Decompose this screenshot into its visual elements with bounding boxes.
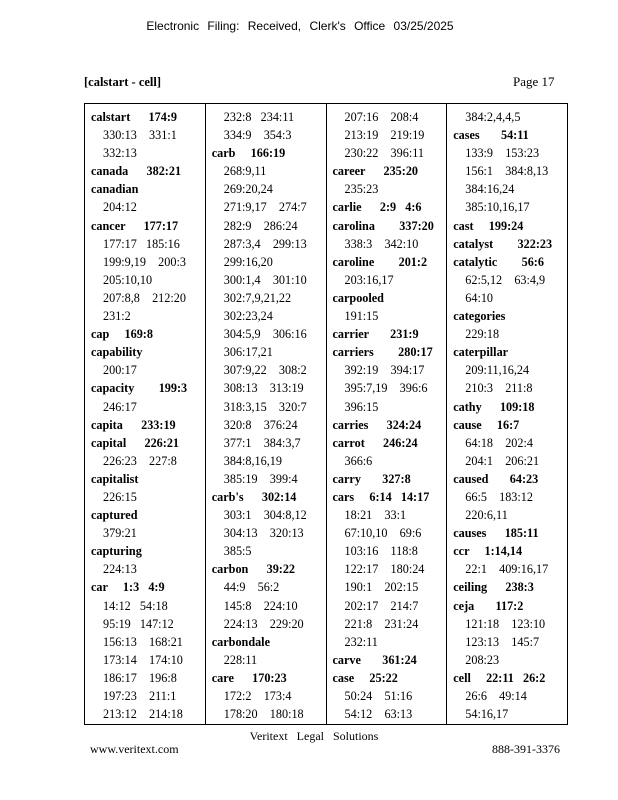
index-term: carbon 39:22 <box>211 562 296 577</box>
index-citation: 44:9 56:2 <box>223 580 280 595</box>
index-citation: 172:2 173:4 <box>223 689 292 703</box>
index-citation: 299:16,20 <box>223 254 273 269</box>
index-citation: 26:6 49:14 <box>465 689 527 703</box>
index-term: cars 6:14 14:17 <box>332 489 430 504</box>
index-citation: 302:7,9,21,22 <box>223 290 292 305</box>
index-term: caroline 201:2 <box>332 254 428 269</box>
index-citation: 396:15 <box>344 399 379 414</box>
index-citation: 229:18 <box>465 327 500 342</box>
index-citation: 62:5,12 63:4,9 <box>465 272 546 287</box>
index-term: ceiling 238:3 <box>453 580 534 595</box>
index-citation: 207:16 208:4 <box>344 110 419 124</box>
index-citation: 207:8,8 212:20 <box>103 290 186 305</box>
index-term: cause 16:7 <box>453 417 520 432</box>
index-citation: 156:1 384:8,13 <box>465 164 549 179</box>
index-citation: 384:2,4,4,5 <box>465 110 521 124</box>
index-citation: 203:16,17 <box>344 272 394 287</box>
index-citation: 224:13 229:20 <box>223 616 304 631</box>
index-citation: 302:23,24 <box>223 309 273 324</box>
index-citation: 379:21 <box>103 526 137 541</box>
index-citation: 308:13 313:19 <box>223 381 304 396</box>
index-citation: 204:1 206:21 <box>465 453 540 468</box>
index-citation: 287:3,4 299:13 <box>223 236 307 251</box>
index-citation: 384:8,16,19 <box>223 453 282 468</box>
index-citation: 54:16,17 <box>465 707 509 722</box>
index-term: carriers 280:17 <box>332 345 433 360</box>
index-term: catalytic 56:6 <box>453 254 544 269</box>
index-citation: 366:6 <box>344 453 373 468</box>
index-term: carrier 231:9 <box>332 327 419 342</box>
index-range: [calstart - cell] <box>84 75 162 89</box>
index-term: calstart 174:9 <box>91 110 177 124</box>
index-citation: 271:9,17 274:7 <box>223 200 307 215</box>
footer-phone: 888-391-3376 <box>492 742 560 756</box>
index-term: catalyst 322:23 <box>453 236 553 251</box>
index-column-1 <box>85 104 206 724</box>
index-citation: 228:11 <box>223 652 258 667</box>
index-citation: 224:13 <box>103 562 137 577</box>
index-citation: 18:21 33:1 <box>344 508 407 523</box>
index-citation: 307:9,22 308:2 <box>223 363 307 378</box>
index-term: capacity 199:3 <box>91 381 188 396</box>
index-citation: 202:17 214:7 <box>344 598 419 613</box>
index-citation: 190:1 202:15 <box>344 580 419 595</box>
index-citation: 269:20,24 <box>223 182 273 197</box>
index-term: carb 166:19 <box>211 146 286 161</box>
index-term: carve 361:24 <box>332 652 417 667</box>
index-citation: 221:8 231:24 <box>344 616 419 631</box>
index-column-2 <box>206 104 327 724</box>
index-term: cap 169:8 <box>91 327 153 342</box>
index-citation: 95:19 147:12 <box>103 616 174 631</box>
index-citation: 178:20 180:18 <box>223 707 304 722</box>
index-citation: 334:9 354:3 <box>223 128 292 143</box>
index-term: canada 382:21 <box>91 164 182 179</box>
index-citation: 282:9 286:24 <box>223 218 298 233</box>
index-citation: 177:17 185:16 <box>103 236 180 251</box>
index-citation: 300:1,4 301:10 <box>223 272 307 287</box>
index-term: carb's 302:14 <box>211 489 297 504</box>
index-citation: 22:1 409:16,17 <box>465 562 549 577</box>
index-term: caused 64:23 <box>453 471 539 486</box>
page-number: Page 17 <box>513 74 555 89</box>
index-citation: 385:19 399:4 <box>223 471 298 486</box>
footer-vendor: Veritext Legal Solutions <box>249 729 379 743</box>
index-term: car 1:3 4:9 <box>91 580 165 595</box>
index-citation: 54:12 63:13 <box>344 707 413 722</box>
index-term: captured <box>91 508 138 523</box>
filing-stamp: Electronic Filing: Received, Clerk's Office 03/25/2025 <box>146 19 454 33</box>
index-citation: 235:23 <box>344 182 379 197</box>
index-citation: 186:17 196:8 <box>103 670 177 685</box>
index-citation: 145:8 224:10 <box>223 598 298 613</box>
index-citation: 385:5 <box>223 544 252 559</box>
index-term: cancer 177:17 <box>91 218 179 233</box>
index-citation: 231:2 <box>103 309 131 324</box>
index-term: causes 185:11 <box>453 526 539 541</box>
index-term: carrot 246:24 <box>332 435 418 450</box>
index-citation: 226:23 227:8 <box>103 453 177 468</box>
index-term: capital 226:21 <box>91 435 180 450</box>
index-citation: 303:1 304:8,12 <box>223 508 307 523</box>
index-term: ceja 117:2 <box>453 598 524 613</box>
index-term: capturing <box>91 544 142 559</box>
index-term: career 235:20 <box>332 164 419 179</box>
index-term: carbondale <box>211 634 270 649</box>
index-citation: 121:18 123:10 <box>465 616 546 631</box>
index-citation: 226:15 <box>103 489 137 504</box>
index-citation: 123:13 145:7 <box>465 634 540 649</box>
index-citation: 246:17 <box>103 399 137 414</box>
index-citation: 232:8 234:11 <box>223 110 295 124</box>
index-citation: 66:5 183:12 <box>465 489 533 504</box>
index-term: cast 199:24 <box>453 218 524 233</box>
index-term: capita 233:19 <box>91 417 176 432</box>
index-term: cases 54:11 <box>453 128 529 143</box>
index-citation: 50:24 51:16 <box>344 689 413 703</box>
index-citation: 67:10,10 69:6 <box>344 526 422 541</box>
footer-website: www.veritext.com <box>90 742 179 756</box>
index-citation: 64:18 202:4 <box>465 435 533 450</box>
index-citation: 122:17 180:24 <box>344 562 425 577</box>
index-citation: 304:13 320:13 <box>223 526 304 541</box>
index-column-4 <box>447 104 567 724</box>
index-citation: 338:3 342:10 <box>344 236 419 251</box>
index-term: carlie 2:9 4:6 <box>332 200 422 215</box>
index-citation: 64:10 <box>465 290 494 305</box>
index-citation: 332:13 <box>103 146 137 161</box>
word-index-table <box>84 103 568 725</box>
index-term: case 25:22 <box>332 670 398 685</box>
index-citation: 377:1 384:3,7 <box>223 435 301 450</box>
index-term: cell 22:11 26:2 <box>453 670 546 685</box>
index-citation: 103:16 118:8 <box>344 544 418 559</box>
index-term: canadian <box>91 182 139 197</box>
index-term: carry 327:8 <box>332 471 411 486</box>
index-citation: 268:9,11 <box>223 164 267 179</box>
index-term: categories <box>453 309 506 324</box>
index-term: carolina 337:20 <box>332 218 434 233</box>
index-citation: 200:17 <box>103 363 137 378</box>
index-citation: 209:11,16,24 <box>465 363 530 378</box>
index-citation: 320:8 376:24 <box>223 417 298 432</box>
index-citation: 133:9 153:23 <box>465 146 540 161</box>
index-term: carries 324:24 <box>332 417 422 432</box>
index-citation: 384:16,24 <box>465 182 515 197</box>
index-citation: 220:6,11 <box>465 508 508 523</box>
index-citation: 213:12 214:18 <box>103 707 183 722</box>
index-citation: 330:13 331:1 <box>103 128 177 143</box>
index-citation: 318:3,15 320:7 <box>223 399 307 414</box>
index-citation: 199:9,19 200:3 <box>103 254 186 269</box>
index-citation: 232:11 <box>344 634 378 649</box>
index-citation: 208:23 <box>465 652 500 667</box>
index-term: ccr 1:14,14 <box>453 544 523 559</box>
index-citation: 173:14 174:10 <box>103 652 183 667</box>
index-citation: 156:13 168:21 <box>103 634 183 649</box>
index-citation: 395:7,19 396:6 <box>344 381 428 396</box>
index-citation: 204:12 <box>103 200 137 215</box>
index-term: capitalist <box>91 471 139 486</box>
index-column-3 <box>327 104 448 724</box>
index-citation: 306:17,21 <box>223 345 273 360</box>
index-term: capability <box>91 345 143 360</box>
index-citation: 197:23 211:1 <box>103 689 177 703</box>
index-term: caterpillar <box>453 345 509 360</box>
index-term: carpooled <box>332 290 384 305</box>
index-citation: 392:19 394:17 <box>344 363 425 378</box>
index-term: care 170:23 <box>211 670 287 685</box>
index-citation: 230:22 396:11 <box>344 146 424 161</box>
index-citation: 205:10,10 <box>103 272 153 287</box>
index-citation: 14:12 54:18 <box>103 598 168 613</box>
index-citation: 210:3 211:8 <box>465 381 533 396</box>
index-citation: 304:5,9 306:16 <box>223 327 307 342</box>
index-citation: 213:19 219:19 <box>344 128 425 143</box>
index-term: cathy 109:18 <box>453 399 535 414</box>
index-citation: 385:10,16,17 <box>465 200 530 215</box>
index-citation: 191:15 <box>344 309 379 324</box>
